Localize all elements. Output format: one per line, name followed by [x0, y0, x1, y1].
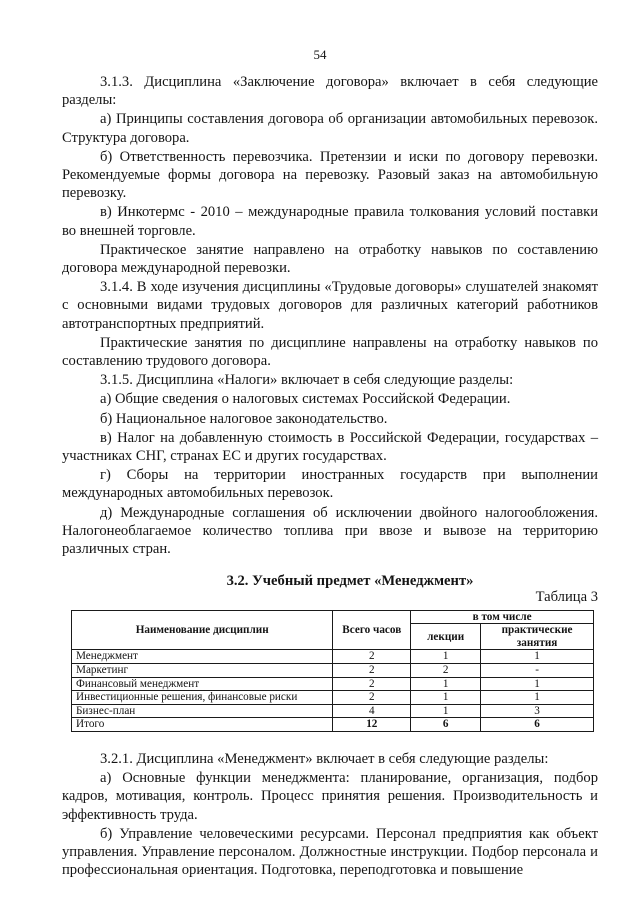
cell-name: Бизнес-план [72, 704, 333, 718]
cell-lectures: 1 [411, 677, 481, 691]
cell-total: 2 [333, 650, 411, 664]
cell-name: Инвестиционные решения, финансовые риски [72, 691, 333, 705]
cell-name: Менеджмент [72, 650, 333, 664]
paragraph: д) Международные соглашения об исключении двойного налогообложения. Налогонеоблагаемое количество топлива при ввозе и вывозе на территорию различных стран. [62, 504, 598, 558]
cell-lectures: 6 [411, 718, 481, 732]
paragraph: б) Национальное налоговое законодательство. [100, 410, 388, 427]
cell-name: Итого [72, 718, 333, 732]
cell-practice: 1 [481, 650, 594, 664]
header-including: в том числе [411, 610, 594, 624]
cell-name: Маркетинг [72, 664, 333, 678]
table-row [72, 650, 594, 664]
cell-total: 4 [333, 704, 411, 718]
paragraph: 3.1.5. Дисциплина «Налоги» включает в себя следующие разделы: [100, 372, 514, 389]
table-caption: Таблица 3 [535, 589, 598, 606]
cell-practice: 6 [481, 718, 594, 732]
disciplines-table [71, 610, 594, 732]
table-row [72, 704, 594, 718]
table-row [72, 677, 594, 691]
table-row [72, 691, 594, 705]
table-row [72, 664, 594, 678]
cell-practice: 1 [481, 677, 594, 691]
paragraph: Практическое занятие направлено на отработку навыков по составлению договора международной перевозки. [62, 241, 598, 277]
paragraph: г) Сборы на территории иностранных государств при выполнении международных автомобильных перевозок. [62, 467, 598, 502]
paragraph: б) Ответственность перевозчика. Претензии и иски по договору перевозки. Рекомендуемые формы договора на перевозку. Разовый заказ на автомобильную перевозку. [62, 148, 598, 202]
cell-total: 2 [333, 664, 411, 678]
cell-name: Финансовый менеджмент [72, 677, 333, 691]
paragraph: б) Управление человеческими ресурсами. Персонал предприятия как объект управления. Управление персоналом. Должностные инструкции. Подбор персонала и профессиональная ориентация. Подготовка, переподготовка и повышение [62, 825, 598, 879]
paragraph: 3.1.4. В ходе изучения дисциплины «Трудовые договоры» слушателей знакомят с основными видами трудовых договоров для различных категорий работников автотранспортных предприятий. [62, 279, 598, 332]
paragraph: а) Основные функции менеджмента: планирование, организация, подбор кадров, мотивация, контроль. Процесс принятия решения. Производительность и эффективность труда. [62, 770, 598, 823]
header-lectures: лекции [411, 624, 481, 650]
page-number: 54 [313, 47, 327, 62]
paragraph: а) Принципы составления договора об организации автомобильных перевозок. Структура договора. [62, 111, 598, 146]
header-name: Наименование дисциплин [72, 610, 333, 650]
header-practice: практические занятия [481, 624, 594, 650]
cell-lectures: 1 [411, 691, 481, 705]
document-body [62, 73, 598, 880]
paragraph: в) Налог на добавленную стоимость в Российской Федерации, государствах – участниках СНГ, странах ЕС и других государствах. [62, 429, 598, 465]
table-total-row [72, 718, 594, 732]
cell-lectures: 1 [411, 704, 481, 718]
cell-practice: - [481, 664, 594, 678]
paragraph: в) Инкотермс - 2010 – международные правила толкования условий поставки во внешней торговле. [62, 204, 598, 239]
paragraph: 3.1.3. Дисциплина «Заключение договора» включает в себя следующие разделы: [62, 74, 598, 109]
cell-lectures: 2 [411, 664, 481, 678]
paragraph: а) Общие сведения о налоговых системах Российской Федерации. [100, 391, 511, 408]
paragraph: 3.2.1. Дисциплина «Менеджмент» включает в себя следующие разделы: [100, 751, 549, 768]
cell-total: 12 [333, 718, 411, 732]
cell-lectures: 1 [411, 650, 481, 664]
cell-total: 2 [333, 677, 411, 691]
table-header-row [72, 610, 594, 624]
cell-practice: 3 [481, 704, 594, 718]
cell-total: 2 [333, 691, 411, 705]
header-total: Всего часов [333, 610, 411, 650]
cell-practice: 1 [481, 691, 594, 705]
paragraph: Практические занятия по дисциплине направлены на отработку навыков по составлению трудового договора. [62, 334, 598, 370]
section-heading: 3.2. Учебный предмет «Менеджмент» [226, 573, 474, 590]
